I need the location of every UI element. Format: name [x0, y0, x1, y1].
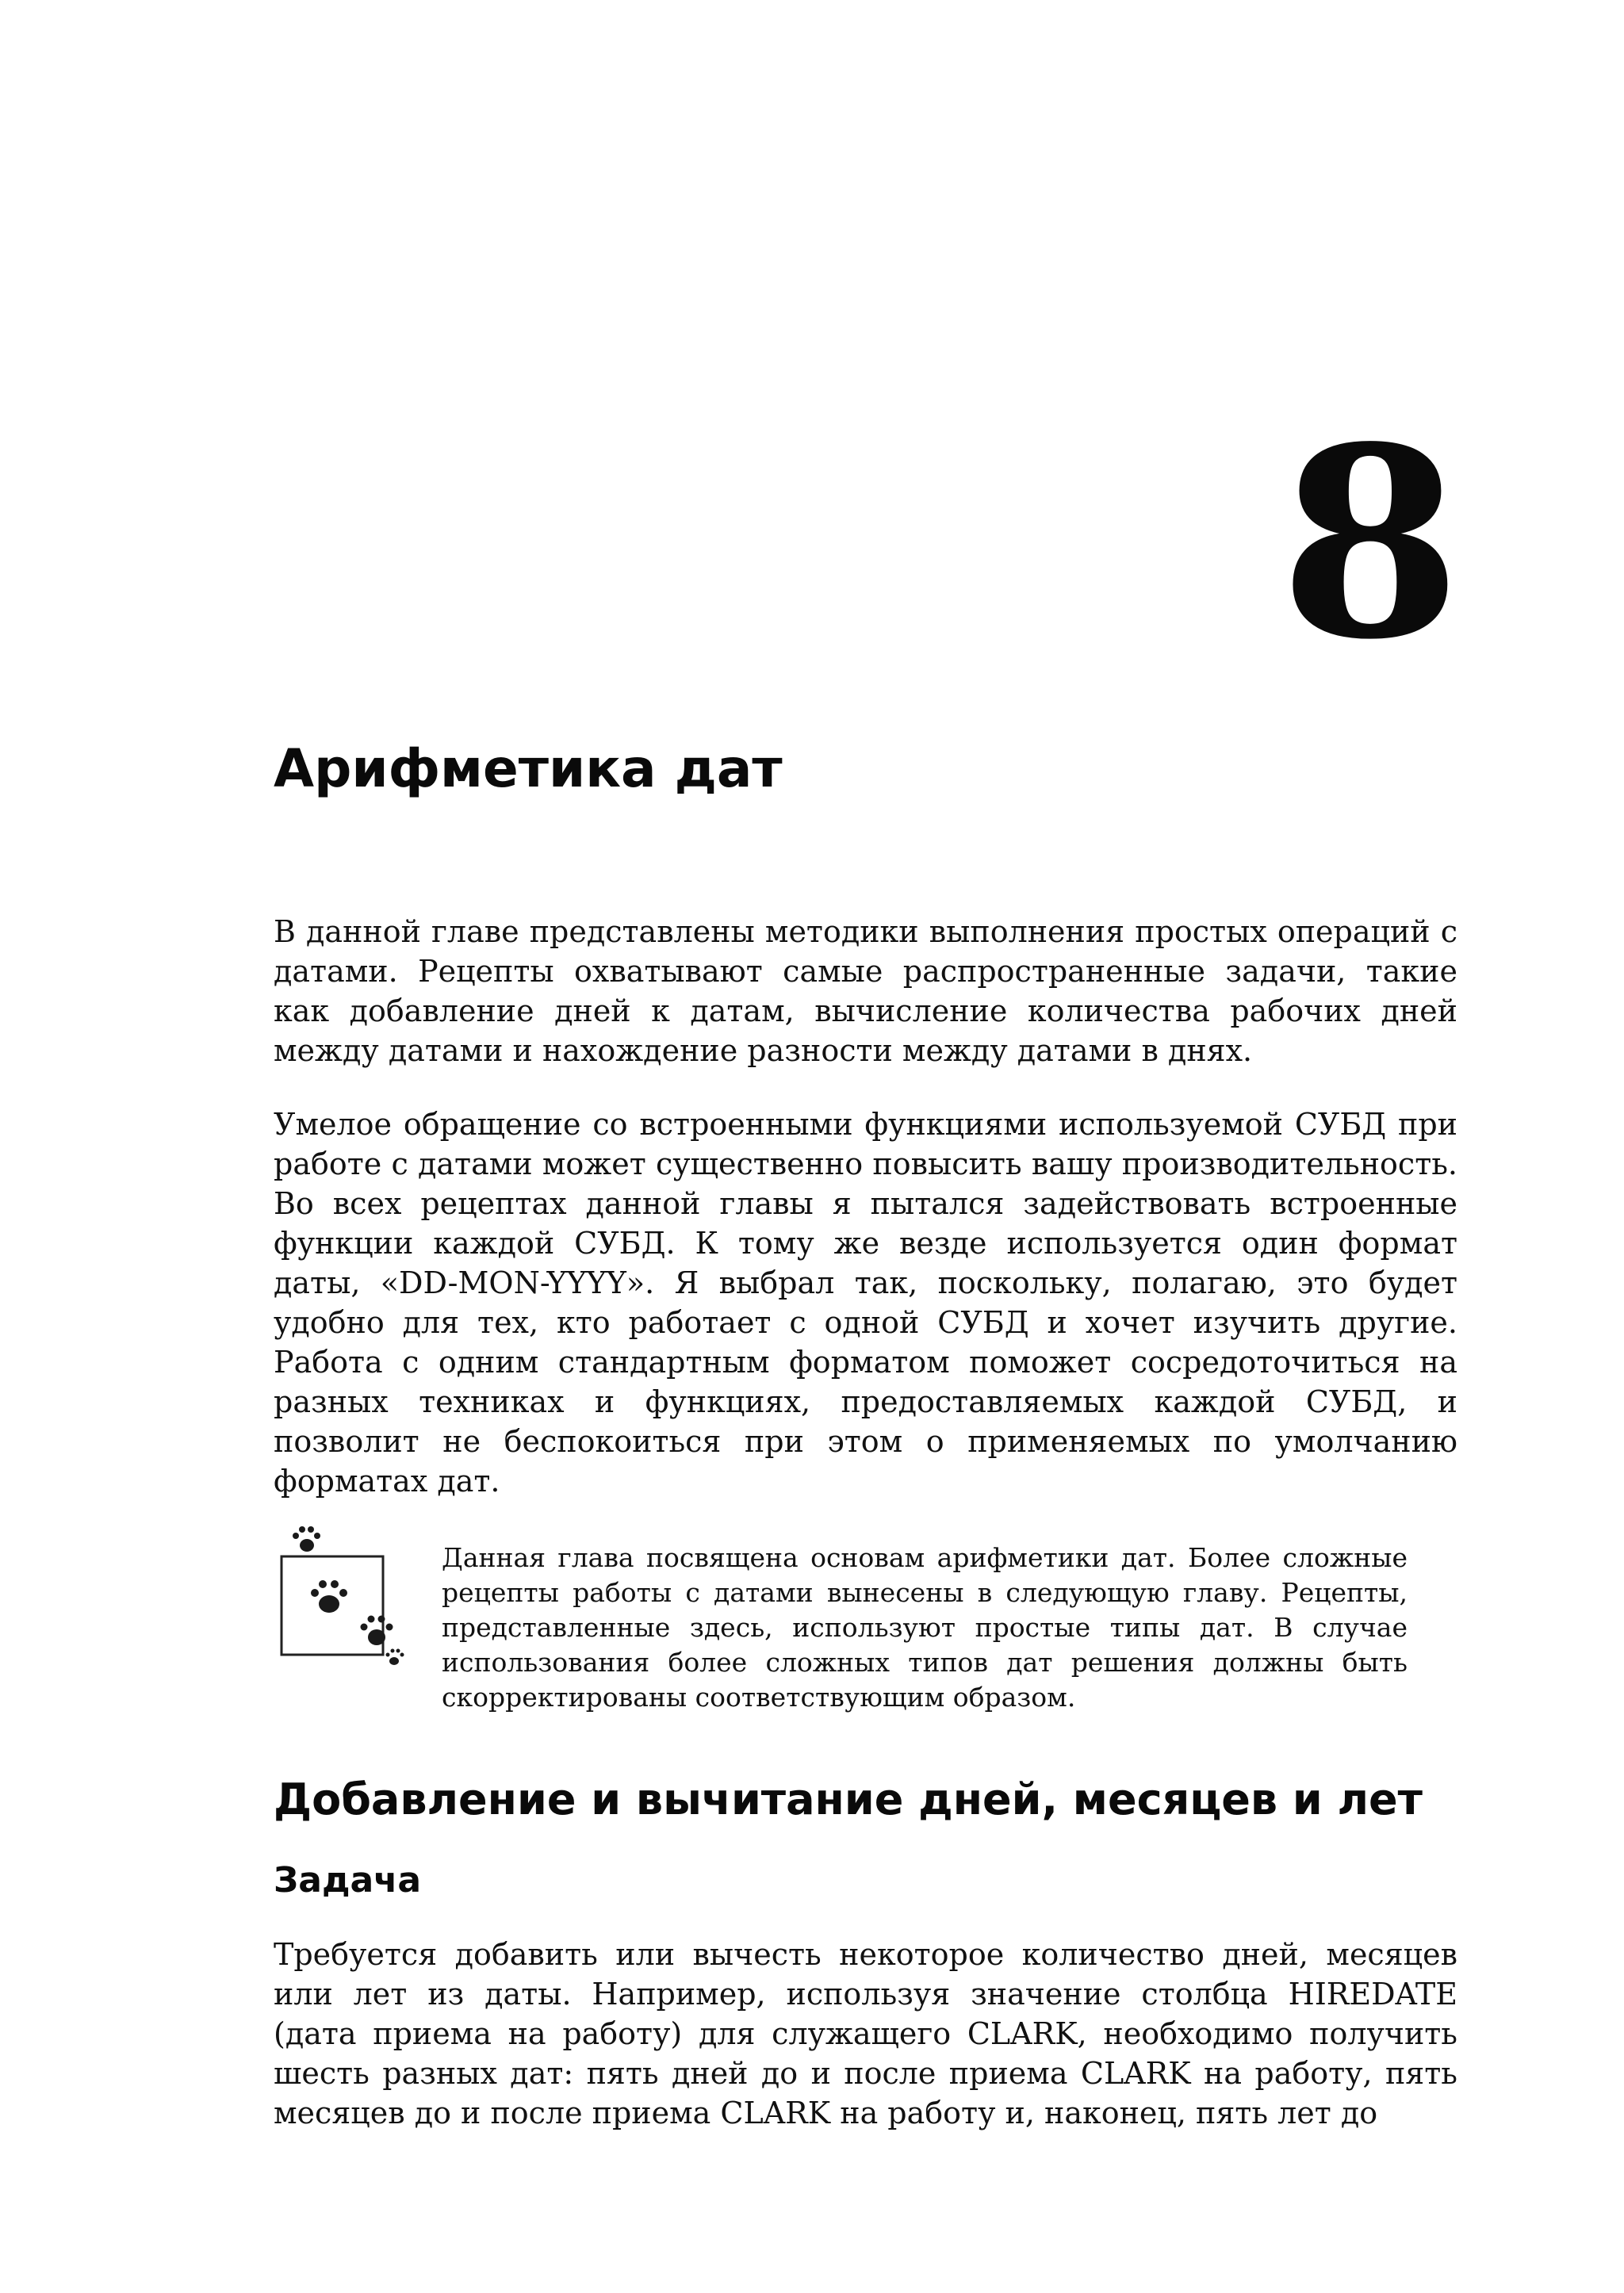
chapter-number: 8	[1279, 389, 1461, 697]
problem-paragraph: Требуется добавить или вычесть некоторое количество дней, месяцев или лет из даты. Например, используя значение столбца HIREDATE (дата приема на работу) для служащего CLARK, необходимо получить шесть разных дат: пять дней до и после приема CLARK на работу, пять месяцев до и после приема CLARK на работу и, наконец, пять лет до	[274, 1937, 1457, 2130]
paw-prints-icon	[274, 1518, 408, 1669]
section-heading: Добавление и вычитание дней, месяцев и лет	[274, 1774, 1423, 1824]
intro-paragraph-1: В данной главе представлены методики выполнения простых операций с датами. Рецепты охватывают самые распространенные задачи, такие как добавление дней к датам, вычисление количества рабочих дней между датами и нахождение разности между датами в днях.	[274, 914, 1457, 1068]
intro-paragraph-2: Умелое обращение со встроенными функциями используемой СУБД при работе с датами может существенно повысить вашу производительность. Во всех рецептах данной главы я пытался задействовать встроенные функции каждой СУБД. К тому же везде используется один формат даты, «DD-MON-YYYY». Я выбрал так, поскольку, полагаю, это будет удобно для тех, кто работает с одной СУБД и хочет изучить другие. Работа с одним стандартным форматом поможет сосредоточиться на разных техниках и функциях, предоставляемых каждой СУБД, и позволит не беспокоиться при этом о применяемых по умолчанию форматах дат.	[274, 1107, 1457, 1499]
subsection-heading: Задача	[274, 1860, 422, 1901]
chapter-title: Арифметика дат	[274, 738, 783, 799]
note-text: Данная глава посвящена основам арифметики дат. Более сложные рецепты работы с датами вынесены в следующую главу. Рецепты, представленные здесь, используют простые типы дат. В случае использования более сложных типов дат решения должны быть скорректированы соответствующим образом.	[442, 1542, 1408, 1713]
